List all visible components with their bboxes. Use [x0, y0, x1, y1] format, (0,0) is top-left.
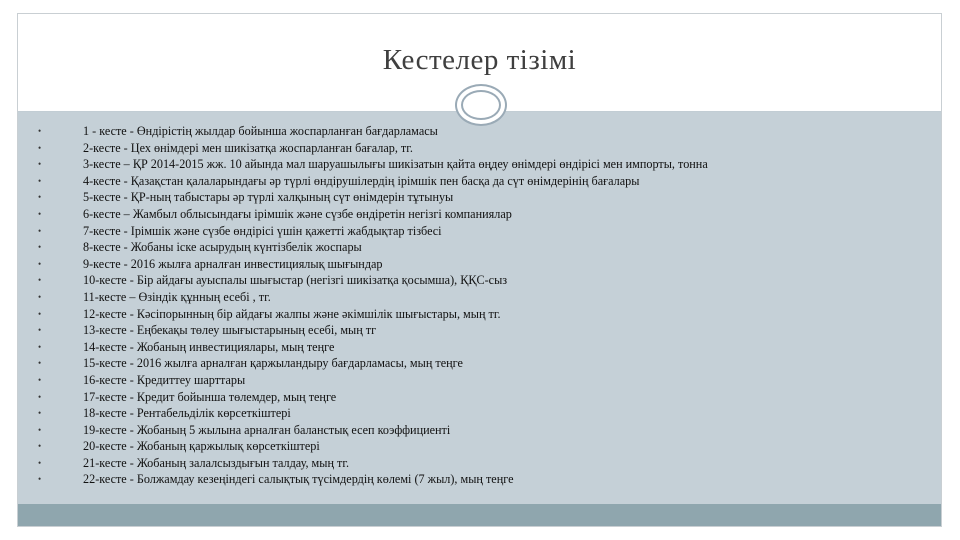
bullet-icon: • [38, 374, 42, 385]
bullet-icon: • [38, 457, 42, 468]
bullet-icon: • [38, 159, 42, 170]
list-item-text: 20-кесте - Жобаның қаржылық көрсеткіштері [83, 439, 320, 454]
bullet-icon: • [38, 291, 42, 302]
bullet-icon: • [38, 258, 42, 269]
list-item [38, 438, 708, 455]
bullet-icon: • [38, 192, 42, 203]
list-item-text: 21-кесте - Жобаның залалсыздығын талдау, мың тг. [83, 455, 350, 470]
list-item [38, 355, 708, 372]
list-item-text: 12-кесте - Кәсіпорынның бір айдағы жалпы және әкімшілік шығыстары, мың тг. [83, 306, 501, 321]
list-item-text: 6-кесте – Жамбыл облысындағы ірімшік және сүзбе өндіретін негізгі компаниялар [83, 206, 512, 221]
list-item [38, 405, 708, 422]
bullet-icon: • [38, 408, 42, 419]
list-item-text: 4-кесте - Қазақстан қалаларындағы әр түрлі өндірушілердің ірімшік пен басқа да сүт өнімдерінің бағалары [83, 173, 640, 188]
list-item-text: 13-кесте - Еңбекақы төлеу шығыстарының есебі, мың тг [83, 323, 377, 338]
list-item-text: 22-кесте - Болжамдау кезеңіндегі салықтық түсімдердің көлемі (7 жыл), мың теңге [83, 472, 514, 487]
bullet-icon: • [38, 341, 42, 352]
bullet-icon: • [38, 126, 42, 136]
list-item-text: 5-кесте - ҚР-ның табыстары әр түрлі халқының сүт өнімдерін тұтынуы [83, 190, 454, 205]
bullet-icon: • [38, 474, 42, 485]
list-item [38, 372, 708, 389]
list-item [38, 455, 708, 472]
list-item-text: 19-кесте - Жобаның 5 жылына арналған баланстық есеп коэффициенті [83, 422, 451, 437]
list-item [38, 322, 708, 339]
bullet-icon: • [38, 142, 42, 153]
list-item-text: 17-кесте - Кредит бойынша төлемдер, мың теңге [83, 389, 337, 404]
list-item-text: 8-кесте - Жобаны іске асырудың күнтізбелік жоспары [83, 240, 362, 255]
bullet-icon: • [38, 308, 42, 319]
list-item [38, 272, 708, 289]
bottom-band [18, 504, 941, 526]
list-item-text: 18-кесте - Рентабельділік көрсеткіштері [83, 406, 291, 421]
bullet-icon: • [38, 225, 42, 236]
table-list [38, 123, 708, 488]
bullet-icon: • [38, 424, 42, 435]
list-item [38, 289, 708, 306]
list-item-text: 16-кесте - Кредиттеу шарттары [83, 372, 246, 387]
circle-ornament-icon [455, 84, 507, 126]
list-item [38, 173, 708, 190]
bullet-icon: • [38, 208, 42, 219]
list-item-text: 15-кесте - 2016 жылға арналған қаржыландыру бағдарламасы, мың теңге [83, 356, 463, 371]
circle-ornament-inner [461, 90, 501, 120]
list-item-text: 3-кесте – ҚР 2014-2015 жж. 10 айында мал шаруашылығы шикізатын қайта өңдеу өнімдері өндірісі мен импорты, тонна [83, 157, 708, 172]
list-item [38, 339, 708, 356]
bullet-icon: • [38, 275, 42, 286]
list-item-text: 10-кесте - Бір айдағы ауыспалы шығыстар (негізгі шикізатқа қосымша), ҚҚС-сыз [83, 273, 508, 288]
list-item [38, 471, 708, 488]
list-item-text: 1 - кесте - Өндірістің жылдар бойынша жоспарланған бағдарламасы [83, 124, 438, 138]
bullet-icon: • [38, 175, 42, 186]
list-item-text: 2-кесте - Цех өнімдері мен шикізатқа жоспарланған бағалар, тг. [83, 140, 413, 155]
list-item [38, 123, 708, 140]
list-item [38, 223, 708, 240]
bullet-icon: • [38, 441, 42, 452]
list-item-text: 14-кесте - Жобаның инвестициялары, мың теңге [83, 339, 335, 354]
list-item [38, 239, 708, 256]
list-item [38, 206, 708, 223]
list-item [38, 306, 708, 323]
list-item-text: 11-кесте – Өзіндік құнның есебі , тг. [83, 289, 271, 304]
slide-title: Кестелер тізімі [382, 44, 577, 76]
list-item [38, 422, 708, 439]
list-item-text: 9-кесте - 2016 жылға арналған инвестициялық шығындар [83, 256, 383, 271]
bullet-icon: • [38, 325, 42, 336]
bullet-icon: • [38, 391, 42, 402]
bullet-icon: • [38, 242, 42, 253]
list-item-text: 7-кесте - Ірімшік және сүзбе өндірісі үшін қажетті жабдықтар тізбесі [83, 223, 442, 238]
list-item [38, 189, 708, 206]
list-item [38, 156, 708, 173]
list-item [38, 389, 708, 406]
list-item [38, 256, 708, 273]
bullet-icon: • [38, 358, 42, 369]
list-item [38, 140, 708, 157]
